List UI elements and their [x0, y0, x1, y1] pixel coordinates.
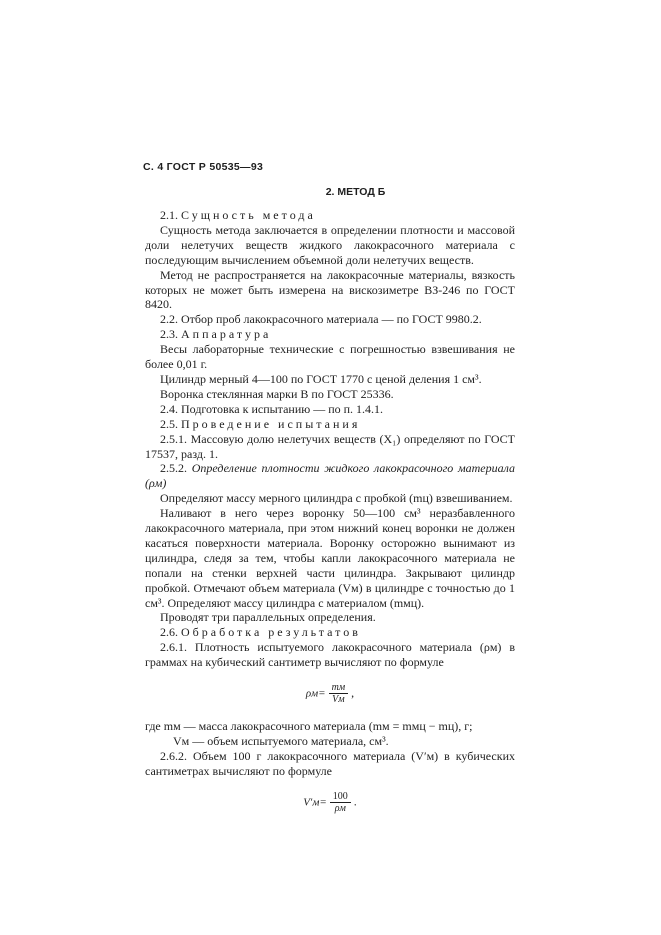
- document-body: [145, 208, 515, 828]
- paragraph: 2.2. Отбор проб лакокрасочного материала — по ГОСТ 9980.2.: [160, 312, 482, 327]
- formula-denominator: ρм: [334, 802, 346, 814]
- paragraph: Сущность метода заключается в определении плотности и массовой доли нелетучих веществ жидкого лакокрасочного материала с последующим вычислением объемной доли нелетучих веществ.: [145, 222, 515, 267]
- formula-fraction: [330, 791, 351, 814]
- paragraph: 2.4. Подготовка к испытанию — по п. 1.4.1.: [160, 401, 384, 416]
- subsection-title: Сущность метода: [181, 208, 316, 222]
- subsection-title: Определение плотности жидкого лакокрасочного материала (ρм): [145, 461, 516, 491]
- formula-lhs: ρм=: [305, 687, 326, 700]
- section-title: 2. МЕТОД Б: [325, 186, 386, 198]
- paragraph: Воронка стеклянная марки В по ГОСТ 25336.: [160, 386, 394, 401]
- formula-denominator: Vм: [332, 694, 345, 706]
- paragraph: Vм — объем испытуемого материала, см³.: [173, 734, 389, 748]
- paragraph: Определяют массу мерного цилиндра с пробкой (mц) взвешиванием.: [160, 491, 513, 506]
- subsection-number: 2.6.: [160, 625, 178, 640]
- subsection-heading: [145, 461, 515, 491]
- formula-tail: .: [353, 793, 357, 808]
- paragraph: 2.6.1. Плотность испытуемого лакокрасочного материала (ρм) в граммах на кубический сантиметр вычисляют по формуле: [145, 640, 515, 670]
- subsection-number: 2.5.2.: [160, 461, 187, 476]
- formula-numerator: mм: [329, 682, 349, 694]
- paragraph: 2.5.1. Массовую долю нелетучих веществ (X₁) определяют по ГОСТ 17537, разд. 1.: [145, 431, 515, 461]
- paragraph: Метод не распространяется на лакокрасочные материалы, вязкость которых не может быть измерена на вискозиметре ВЗ-246 по ГОСТ 8420.: [145, 267, 515, 312]
- formula-lhs: V′м=: [303, 795, 327, 808]
- formula-numerator: 100: [330, 791, 351, 803]
- subsection-number: 2.1.: [160, 208, 178, 222]
- formula-tail: ,: [351, 685, 355, 700]
- paragraph: Наливают в него через воронку 50—100 см³ неразбавленного лакокрасочного материала, при этом нижний конец воронки не должен касаться поверхности материала. Воронку осторожно вынимают из цилиндра, следя за тем, чтобы капли лакокрасочного материала не попали на стенки верхней части цилиндра. Закрывают цилиндр пробкой. Отмечают объем материала (Vм) в цилиндре с точностью до 1 см³. Определяют массу цилиндра с материалом (mмц).: [145, 506, 515, 610]
- paragraph: Цилиндр мерный 4—100 по ГОСТ 1770 с ценой деления 1 см³.: [160, 371, 482, 386]
- paragraph: 2.6.2. Объем 100 г лакокрасочного материала (V′м) в кубических сантиметрах вычисляют по формуле: [145, 748, 515, 778]
- subsection-heading: [145, 208, 515, 223]
- paragraph: где mм — масса лакокрасочного материала (mм = mмц − mц), г;: [145, 719, 473, 734]
- paragraph: Проводят три параллельных определения.: [160, 610, 376, 625]
- formula-fraction: [329, 682, 349, 705]
- subsection-heading: [145, 327, 515, 342]
- subsection-number: 2.5.: [160, 416, 178, 431]
- subsection-heading: [145, 417, 515, 432]
- paragraph: Весы лабораторные технические с погрешностью взвешивания не более 0,01 г.: [145, 342, 515, 372]
- subsection-title: Проведение испытания: [181, 416, 361, 431]
- volume-formula: [145, 791, 515, 814]
- density-formula: [145, 682, 515, 705]
- subsection-number: 2.3.: [160, 327, 178, 342]
- page-header: С. 4 ГОСТ Р 50535—93: [143, 161, 264, 173]
- subsection-title: Обработка результатов: [181, 625, 361, 640]
- subsection-title: Аппаратура: [181, 327, 272, 342]
- subsection-heading: [145, 625, 515, 640]
